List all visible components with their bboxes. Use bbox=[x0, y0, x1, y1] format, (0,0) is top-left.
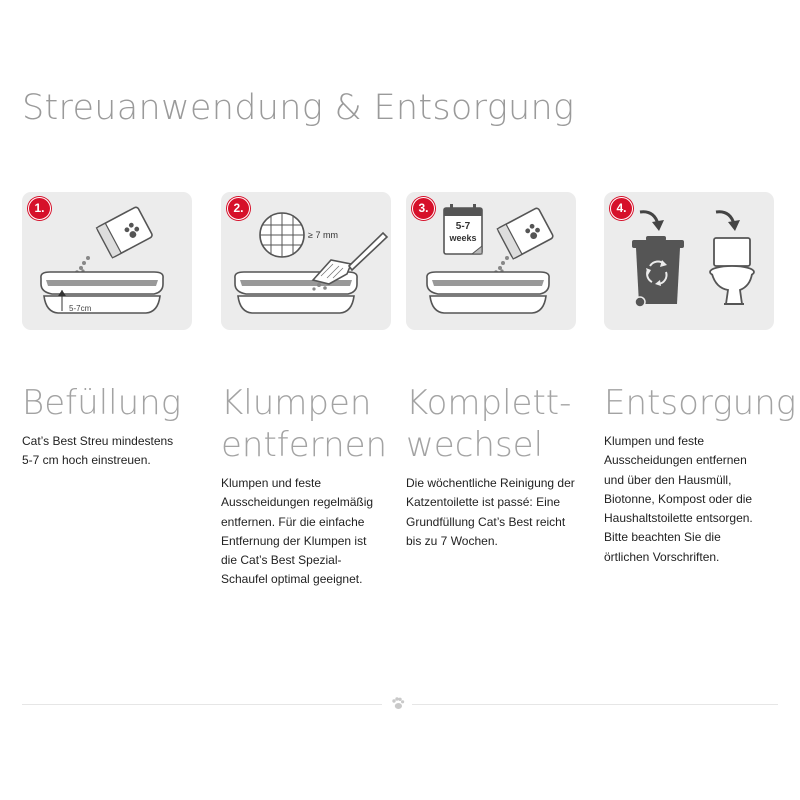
step-4-text: Klumpen und feste Ausscheidungen entfernen und über den Hausmüll, Biotonne, Kompost oder die Haushaltstoilette entsorgen. Bitte beachten Sie die örtlichen Vorschriften. bbox=[604, 434, 753, 564]
step-2-card bbox=[221, 192, 391, 330]
step-badge: 3. bbox=[412, 197, 435, 220]
paw-icon bbox=[390, 696, 406, 712]
step-badge: 1. bbox=[28, 197, 51, 220]
step-2-title: Klumpen entfernen bbox=[221, 383, 388, 465]
step-1-title: Befüllung bbox=[22, 383, 182, 423]
footer-divider-right bbox=[412, 704, 778, 705]
mesh-size-label: ≥ 7 mm bbox=[308, 230, 338, 240]
step-4-card bbox=[604, 192, 774, 330]
step-badge: 4. bbox=[610, 197, 633, 220]
footer-divider-left bbox=[22, 704, 382, 705]
step-3-card bbox=[406, 192, 576, 330]
step-4-title: Entsorgung bbox=[604, 383, 797, 423]
page-title: Streuanwendung & Entsorgung bbox=[22, 88, 575, 128]
calendar-label-bottom: weeks bbox=[449, 233, 477, 243]
measure-label: 5-7cm bbox=[69, 304, 92, 313]
step-3-text: Die wöchentliche Reinigung der Katzentoilette ist passé: Eine Grundfüllung Cat’s Best reicht bis zu 7 Wochen. bbox=[406, 476, 575, 548]
step-3-title: Komplett- wechsel bbox=[406, 383, 572, 465]
step-badge: 2. bbox=[227, 197, 250, 220]
step-1-text: Cat’s Best Streu mindestens 5-7 cm hoch einstreuen. bbox=[22, 434, 174, 468]
step-2-text: Klumpen und feste Ausscheidungen regelmäßig entfernen. Für die einfache Entfernung der Klumpen ist die Cat’s Best Spezial-Schaufel optimal geeignet. bbox=[221, 476, 374, 587]
step-1-card bbox=[22, 192, 192, 330]
calendar-label-top: 5-7 bbox=[455, 221, 471, 232]
